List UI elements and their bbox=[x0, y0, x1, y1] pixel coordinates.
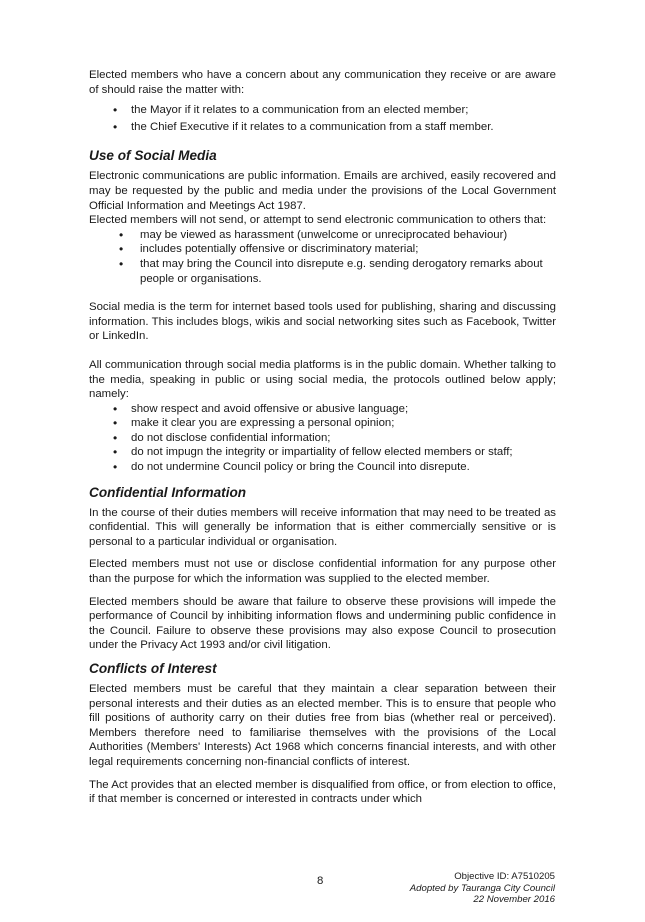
social-media-paragraph-2: Elected members will not send, or attempt to send electronic communication to others that: bbox=[89, 214, 547, 227]
adoption-date: 22 November 2016 bbox=[473, 894, 555, 906]
objective-id: Objective ID: A7510205 bbox=[454, 871, 555, 882]
conflicts-paragraph-2: The Act provides that an elected member is disqualified from office, or from election to office, if that member is concerned or interested in contracts under which bbox=[89, 778, 556, 806]
list-item: • do not undermine Council policy or bring the Council into disrepute. bbox=[89, 460, 556, 475]
social-media-paragraph-3: Social media is the term for internet based tools used for publishing, sharing and discussing information. This includes blogs, wikis and social networking sites such as Facebook, Twitter or LinkedIn. bbox=[89, 301, 556, 343]
section-heading-conflicts: Conflicts of Interest bbox=[89, 661, 217, 676]
social-media-paragraph-4: All communication through social media platforms is in the public domain. Whether talking to the media, speaking in public or using social media, the protocols outlined below apply; namely: bbox=[89, 358, 556, 401]
conflicts-paragraph-1: Elected members must be careful that they maintain a clear separation between their personal interests and their duties as an elected member. This is to ensure that people who fill positions of authority carry on their duties free from bias (whether real or perceived). Members therefore need to familiarise themselves with the provisions of the Local Authorities (Members' Interests) Act 1968 which concerns financial interests, and with other legal requirements concerning non-financial conflicts of interest. bbox=[89, 683, 556, 768]
list-item: • do not impugn the integrity or impartiality of fellow elected members or staff; bbox=[89, 445, 556, 460]
social-media-paragraph-1: Electronic communications are public information. Emails are archived, easily recovered and may be requested by the public and media under the provisions of the Local Government Official Information and Meetings Act 1987. bbox=[89, 170, 556, 212]
list-item: • includes potentially offensive or discriminatory material; bbox=[89, 242, 556, 257]
page-body bbox=[89, 68, 556, 807]
confidential-paragraph-2: Elected members must not use or disclose confidential information for any purpose other than the purpose for which the information was supplied to the elected member. bbox=[89, 558, 556, 586]
list-item: • may be viewed as harassment (unwelcome or unreciprocated behaviour) bbox=[89, 228, 556, 243]
list-item: • do not disclose confidential information; bbox=[89, 431, 556, 446]
confidential-paragraph-3: Elected members should be aware that failure to observe these provisions will impede the performance of Council by inhibiting information flows and undermining public confidence in the Council. Failure to observe these provisions may also expose Council to prosecution under the Privacy Act 1993 and/or civil litigation. bbox=[89, 595, 556, 652]
list-item: • the Mayor if it relates to a communication from an elected member; bbox=[89, 103, 556, 118]
list-item: • that may bring the Council into disrepute e.g. sending derogatory remarks about people or organisations. bbox=[89, 257, 556, 286]
social-media-bullet-list-1 bbox=[89, 228, 556, 286]
adopted-by: Adopted by Tauranga City Council bbox=[409, 882, 555, 894]
intro-paragraph: Elected members who have a concern about any communication they receive or are aware of should raise the matter with: bbox=[89, 69, 556, 96]
social-media-bullet-list-2 bbox=[89, 402, 556, 475]
section-heading-confidential: Confidential Information bbox=[89, 484, 247, 500]
list-item: • make it clear you are expressing a personal opinion; bbox=[89, 416, 556, 431]
confidential-paragraph-1: In the course of their duties members will receive information that may need to be treated as confidential. This will generally be information that is either commercially sensitive or is personal to a particular individual or organisation. bbox=[89, 506, 556, 548]
page-number: 8 bbox=[317, 875, 324, 887]
intro-bullet-list bbox=[89, 103, 556, 134]
footer-metadata bbox=[410, 871, 555, 906]
section-heading-social-media: Use of Social Media bbox=[89, 148, 217, 164]
list-item: • the Chief Executive if it relates to a communication from a staff member. bbox=[89, 120, 556, 135]
list-item: • show respect and avoid offensive or abusive language; bbox=[89, 402, 556, 417]
